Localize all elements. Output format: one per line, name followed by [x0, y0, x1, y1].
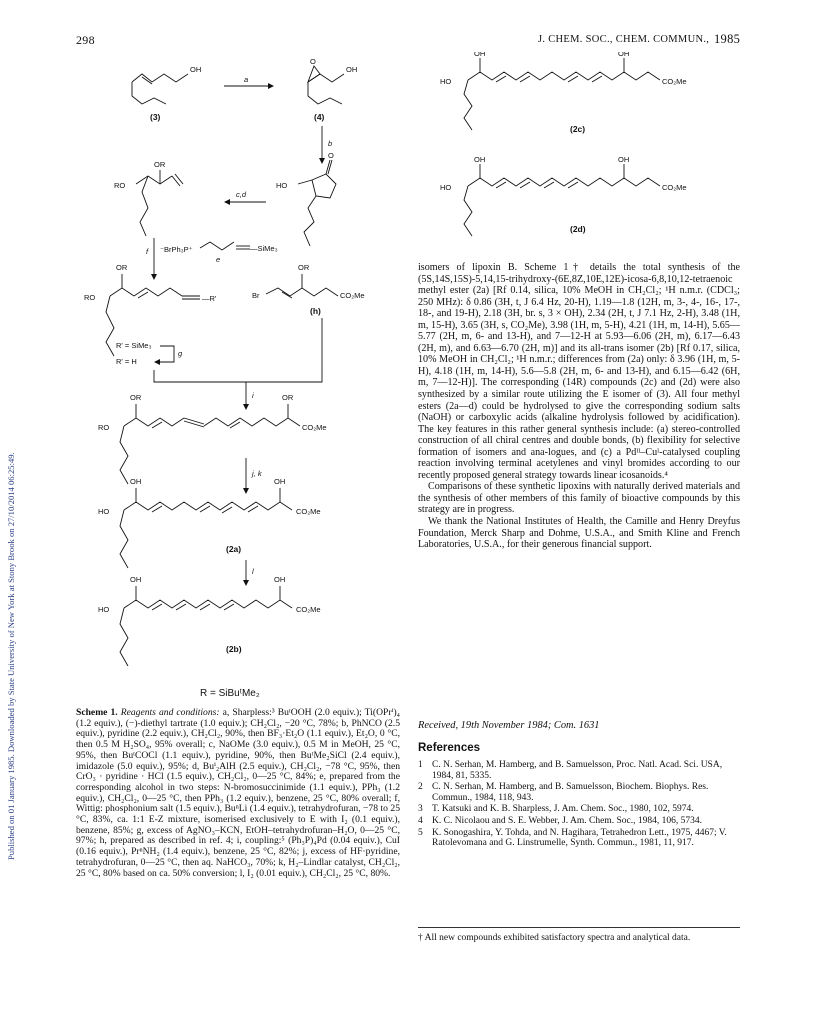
atom-o-4: O: [310, 57, 316, 66]
atom-co2me-2b: CO₂Me: [296, 605, 321, 614]
atom-br: Br: [252, 291, 260, 300]
download-notice-text: Published on 01 January 1985. Downloaded by State University of New York at Stony Brook on 27/10/2014 06:25:49.: [6, 452, 16, 860]
reference-number: 2: [418, 782, 423, 793]
atom-oh-2a-1: OH: [130, 477, 142, 486]
scheme-caption: [76, 708, 400, 879]
reference-text: K. C. Nicolaou and S. E. Webber, J. Am. Chem. Soc., 1984, 106, 5734.: [432, 815, 702, 826]
reference-text: C. N. Serhan, M. Hamberg, and B. Samuelsson, Proc. Natl. Acad. Sci. USA, 1984, 81, 5335.: [432, 760, 723, 781]
atom-oh-2a-2: OH: [274, 477, 286, 486]
reference-number: 3: [418, 804, 423, 815]
compound-2a-structure: [98, 477, 321, 568]
sime3-group: —SiMe₃: [250, 244, 278, 253]
cyclic-carbonate-structure: [276, 151, 336, 246]
atom-oh-3: OH: [190, 65, 202, 74]
compound-2c-structure: [440, 52, 687, 130]
reference-item: [418, 828, 740, 849]
atom-ho-2d: HO: [440, 183, 452, 192]
reference-number: 5: [418, 827, 423, 838]
atom-oh-4: OH: [346, 65, 358, 74]
journal-year: 1985: [714, 32, 741, 46]
atom-o-carbonate: O: [328, 151, 334, 160]
aldehyde-structure: [114, 160, 183, 236]
atom-co2me-coupled: CO₂Me: [302, 423, 327, 432]
label-compound-2c: (2c): [570, 124, 586, 134]
compound-4-structure: [308, 57, 357, 104]
atom-co2me-bromide: CO₂Me: [340, 291, 365, 300]
compound-2b-structure: [98, 575, 321, 666]
body-text: [418, 262, 740, 551]
step-label-b: b: [328, 139, 333, 148]
reference-number: 1: [418, 760, 423, 770]
reference-item: [418, 816, 740, 827]
atom-ro-aldehyde: RO: [114, 181, 126, 190]
label-compound-4: (4): [314, 112, 325, 122]
reference-text: K. Sonogashira, Y. Tohda, and N. Hagihara, Tetrahedron Lett., 1975, 4467; V. Ratolevomana and G. Linstrumelle, Synth. Commun., 1981, 11, 917.: [432, 827, 727, 849]
r-prime-h: R' = H: [116, 357, 137, 366]
label-h: (h): [310, 306, 321, 316]
atom-co2me-2a: CO₂Me: [296, 507, 321, 516]
r-group-definition: R = SiBuᵗMe₂: [200, 688, 260, 699]
atom-ho-2a: HO: [98, 507, 110, 516]
atom-or-enyne: OR: [116, 263, 128, 272]
atom-oh-2c-2: OH: [618, 52, 630, 58]
caption-body: a, Sharpless:³ BuᵗOOH (2.0 equiv.); Ti(OPrⁱ)₄ (1.2 equiv.), (−)-diethyl tartrate (1.0 equiv.); CH₂Cl₂, −20 °C, 78%; b, PhNCO (2.5 equiv.), pyridine (2.2 equiv.), CH₂Cl₂, 90%, then BF₃·Et₂O (1.1 equiv.), Et₂O, 0 °C, then 0.5 M H₂SO₄, 95% overall; c, NaOMe (3.0 equiv.), 0.5 M in MeOH, 25 °C, 95%, then BuᵗCOCl (1.1 equiv.), pyridine, 90%, then BuᵗMe₂SiCl (2.4 equiv.), imidazole (5.0 equiv.), 95%; d, Buⁱ₂AlH (2.5 equiv.), CH₂Cl₂, −78 °C, 95%, then CrO₃ · pyridine · HCl (1.5 equiv.), CH₂Cl₂, 0—25 °C, 84%; e, prepared from the corresponding alcohol in two steps: N-bromosuccinimide (1.1 equiv.), PPh₃ (1.2 equiv.), CH₂Cl₂, 0—25 °C, then PPh₃ (1.2 equiv.), benzene, 25 °C, 80% overall; f, Wittig: phosphonium salt (1.5 equiv.), BuⁿLi (1.4 equiv.), tetrahydrofuran, −78 to 25 °C, 83%, ca. 1:1 E-Z mixture, isomerised exclusively to E with I₂ (0.1 equiv.), benzene, 85%; g, excess of AgNO₃–KCN, EtOH–tetrahydrofuran–H₂O, 0—25 °C, 97%; h, prepared as described in ref. 4; i, coupling:⁵ (Ph₃P)₄Pd (0.04 equiv.), CuI (0.16 equiv.), PrⁿNH₂ (1.4 equiv.), benzene, 25 °C, 82%; j, excess of HF·pyridine, tetrahydrofuran, 0—25 °C, then aq. NaHCO₃, 70%; k, H₂–Lindlar catalyst, CH₂Cl₂, 25 °C, 80% based on ca. 50% conversion; l, I₂ (0.01 equiv.), CH₂Cl₂, 25 °C, 80%.: [76, 707, 400, 879]
step-label-g: g: [178, 349, 183, 358]
caption-lead: Scheme 1.: [76, 707, 118, 718]
atom-oh-2d-2: OH: [618, 155, 630, 164]
reference-item: [418, 804, 740, 815]
atom-or-coupled-1: OR: [130, 393, 142, 402]
reference-text: T. Katsuki and K. B. Sharpless, J. Am. Chem. Soc., 1980, 102, 5974.: [432, 804, 694, 815]
step-label-f: f: [146, 247, 149, 256]
body-paragraph: We thank the National Institutes of Health, the Camille and Henry Dreyfus Foundation, Merck Sharp and Dohme, U.S.A., and Smith Kline and French Laboratories, U.S.A., for their generous financial support.: [418, 516, 740, 551]
label-compound-2a: (2a): [226, 544, 242, 554]
reference-item: [418, 782, 740, 803]
download-notice: [4, 160, 18, 860]
references-heading: References: [418, 742, 481, 754]
reference-item: [418, 760, 740, 781]
atom-oh-2d-1: OH: [474, 155, 486, 164]
atom-ro-coupled: RO: [98, 423, 110, 432]
phosphonium-reagent: ⁻BrPh₃P⁺: [160, 245, 193, 254]
compound-2d-structure: [440, 155, 687, 236]
step-label-jk: j, k: [252, 469, 262, 478]
reference-text: C. N. Serhan, M. Hamberg, and B. Samuelsson, Biochem. Biophys. Res. Commun., 1984, 118, 943.: [432, 782, 709, 803]
page-number: 298: [76, 33, 95, 47]
atom-ho-2b: HO: [98, 605, 110, 614]
body-paragraph: isomers of lipoxin B. Scheme 1† details the total synthesis of the (5S,14S,15S)-5,14,15-trihydroxy-(6E,8Z,10E,12E)-icosa-6,8,10,12-tetraenoic methyl ester (2a) [Rf 0.14, silica, 10% MeOH in CH₂Cl₂; ¹H n.m.r. (CDCl₃; 250 MHz): δ 0.86 (3H, t, J 6.4 Hz, 20-H), 1.19—1.8 (12H, m, 3-, 4-, 16-, 17-, 18-, and 19-H), 2.18 (3H, br. s, 3 × OH), 2.34 (2H, t, J 7.1 Hz, 2-H), 3.48 (1H, m, 15-H), 3.65 (3H, s, CO₂Me), 3.98 (1H, m, 5-H), 4.21 (1H, m, 14-H), 5.65—5.77 (2H, m, 6- and 13-H), and 7—12-H at 5.93—6.06 (2H, m), 6.17—6.43 (2H, m), and 6.63—6.70 (2H, m)] and its all-trans isomer (2b) [Rf 0.17, silica, 10% MeOH in CH₂Cl₂; ¹H n.m.r.; differences from (2a) only: δ 3.96 (1H, m, 5-H), 4.18 (1H, m, 14-H), 5.6—5.8 (2H, m, 6- and 13-H), and 6.15—6.42 (6H, m, 7—12-H)]. The corresponding (14R) compounds (2c) and (2d) were also synthesized by a similar route utilizing the E isomer of (3). All four methyl esters (2a—d) could be hydrolysed to give the corresponding sodium salts (NaOH) or carboxylic acids (alkaline hydrolysis followed by acidification). The key features in this rather general synthesis include: (a) stereo-controlled construction of all chiral centres and double bonds, (b) flexibility for selective formation of isomers and ana-logues, and (c) a Pdᴵᴵ–Cuᴵ-catalysed coupling reaction involving terminal acetylenes and vinyl bromides according to our recently proposed general strategy towards linear icosanoids.⁴: [418, 262, 740, 481]
body-paragraph: Comparisons of these synthetic lipoxins with naturally derived materials and the synthesis of other members of this family of bioactive compounds by this strategy are in progress.: [418, 481, 740, 516]
label-compound-3: (3): [150, 112, 161, 122]
step-label-a: a: [244, 75, 249, 84]
step-label-i: i: [252, 391, 254, 400]
atom-oh-2b-2: OH: [274, 575, 286, 584]
label-compound-2b: (2b): [226, 644, 242, 654]
atom-r-prime: —R': [202, 294, 217, 303]
atom-co2me-2c: CO₂Me: [662, 77, 687, 86]
atom-oh-2b-1: OH: [130, 575, 142, 584]
atom-ro-enyne: RO: [84, 293, 96, 302]
atom-co2me-2d: CO₂Me: [662, 183, 687, 192]
coupled-product-structure: [98, 393, 327, 484]
atom-oh-2c-1: OH: [474, 52, 486, 58]
r-prime-sime3: R' = SiMe₃: [116, 341, 152, 350]
vinyl-bromide-structure: [252, 263, 365, 300]
atom-or-aldehyde: OR: [154, 160, 166, 169]
step-label-l: l: [252, 567, 254, 576]
reference-list: [418, 760, 740, 850]
atom-ho-2c: HO: [440, 77, 452, 86]
journal-title: J. CHEM. SOC., CHEM. COMMUN.,: [538, 34, 710, 45]
label-compound-2d: (2d): [570, 224, 586, 234]
atom-or-bromide: OR: [298, 263, 310, 272]
atom-ho-carbonate: HO: [276, 181, 288, 190]
footnote: † All new compounds exhibited satisfactory spectra and analytical data.: [418, 933, 691, 943]
step-label-e: e: [216, 255, 221, 264]
footnote-divider: [418, 927, 740, 928]
reference-number: 4: [418, 815, 423, 826]
step-label-cd: c,d: [236, 190, 247, 199]
atom-or-coupled-2: OR: [282, 393, 294, 402]
caption-lead-italic: Reagents and conditions:: [120, 707, 220, 718]
compound-3-structure: [132, 65, 201, 104]
received-line: Received, 19th November 1984; Com. 1631: [418, 720, 600, 731]
